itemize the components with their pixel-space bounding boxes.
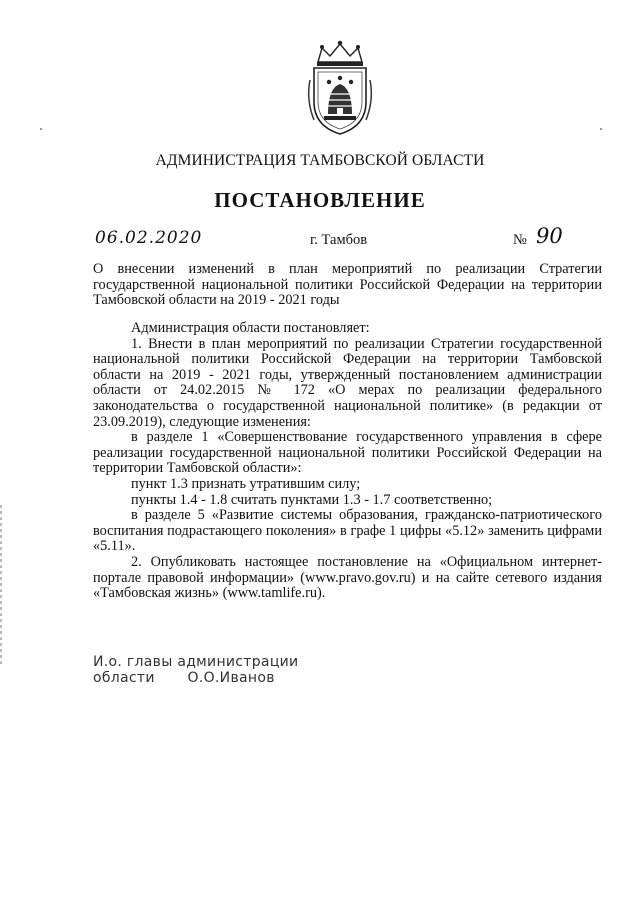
organization-name: АДМИНИСТРАЦИЯ ТАМБОВСКОЙ ОБЛАСТИ [155, 152, 485, 169]
signatory-position: И.о. главы администрации [93, 654, 299, 670]
document-body [93, 321, 602, 602]
scan-speck [40, 128, 42, 130]
body-paragraph: в разделе 5 «Развитие системы образования, гражданско-патриотического воспитания подрастающего поколения» в графе 1 цифры «5.12» заменить цифрами «5.11». [93, 507, 602, 555]
document-type-title: ПОСТАНОВЛЕНИЕ [214, 188, 426, 212]
signatory-name: О.О.Иванов [187, 669, 275, 686]
scan-edge-mark [0, 505, 2, 665]
document-number: 90 [536, 224, 563, 248]
document-city: г. Тамбов [310, 232, 368, 248]
document-date: 06.02.2020 [95, 228, 203, 248]
body-paragraph: 2. Опубликовать настоящее постановление на «Официальном интернет-портале правовой информации» (www.pravo.gov.ru) и на сайте сетевого издания «Тамбовская жизнь» (www.tamlife.ru). [93, 553, 602, 602]
scan-speck [600, 128, 602, 130]
signatory-region: области [93, 669, 155, 686]
body-paragraph: пункт 1.3 признать утратившим силу; [131, 475, 361, 492]
body-paragraph: Администрация области постановляет: [131, 320, 370, 336]
body-paragraph: пункты 1.4 - 1.8 считать пунктами 1.3 - 1.7 соответственно; [131, 491, 493, 508]
document-number-label: № [513, 232, 527, 248]
coat-of-arms-icon [300, 40, 380, 140]
signature-block [93, 655, 298, 686]
signatory-position-line2 [93, 671, 298, 687]
body-paragraph: 1. Внести в план мероприятий по реализации Стратегии государственной национальной политики Российской Федерации на территории Тамбовской области на 2019 - 2021 годы, утвержденный постановлением администрации области от 24.02.2015 № 172 «О мерах по реализации федерального законодательства о государственной национальной политике» (в редакции от 23.09.2019), следующие изменения: [93, 335, 602, 430]
body-paragraph: в разделе 1 «Совершенствование государственного управления в сфере реализации государственной национальной политики Российской Федерации на территории Тамбовской области»: [93, 429, 602, 477]
document-subject: О внесении изменений в план мероприятий по реализации Стратегии государственной национальной политики Российской Федерации на территории Тамбовской области на 2019 - 2021 годы [93, 261, 602, 308]
